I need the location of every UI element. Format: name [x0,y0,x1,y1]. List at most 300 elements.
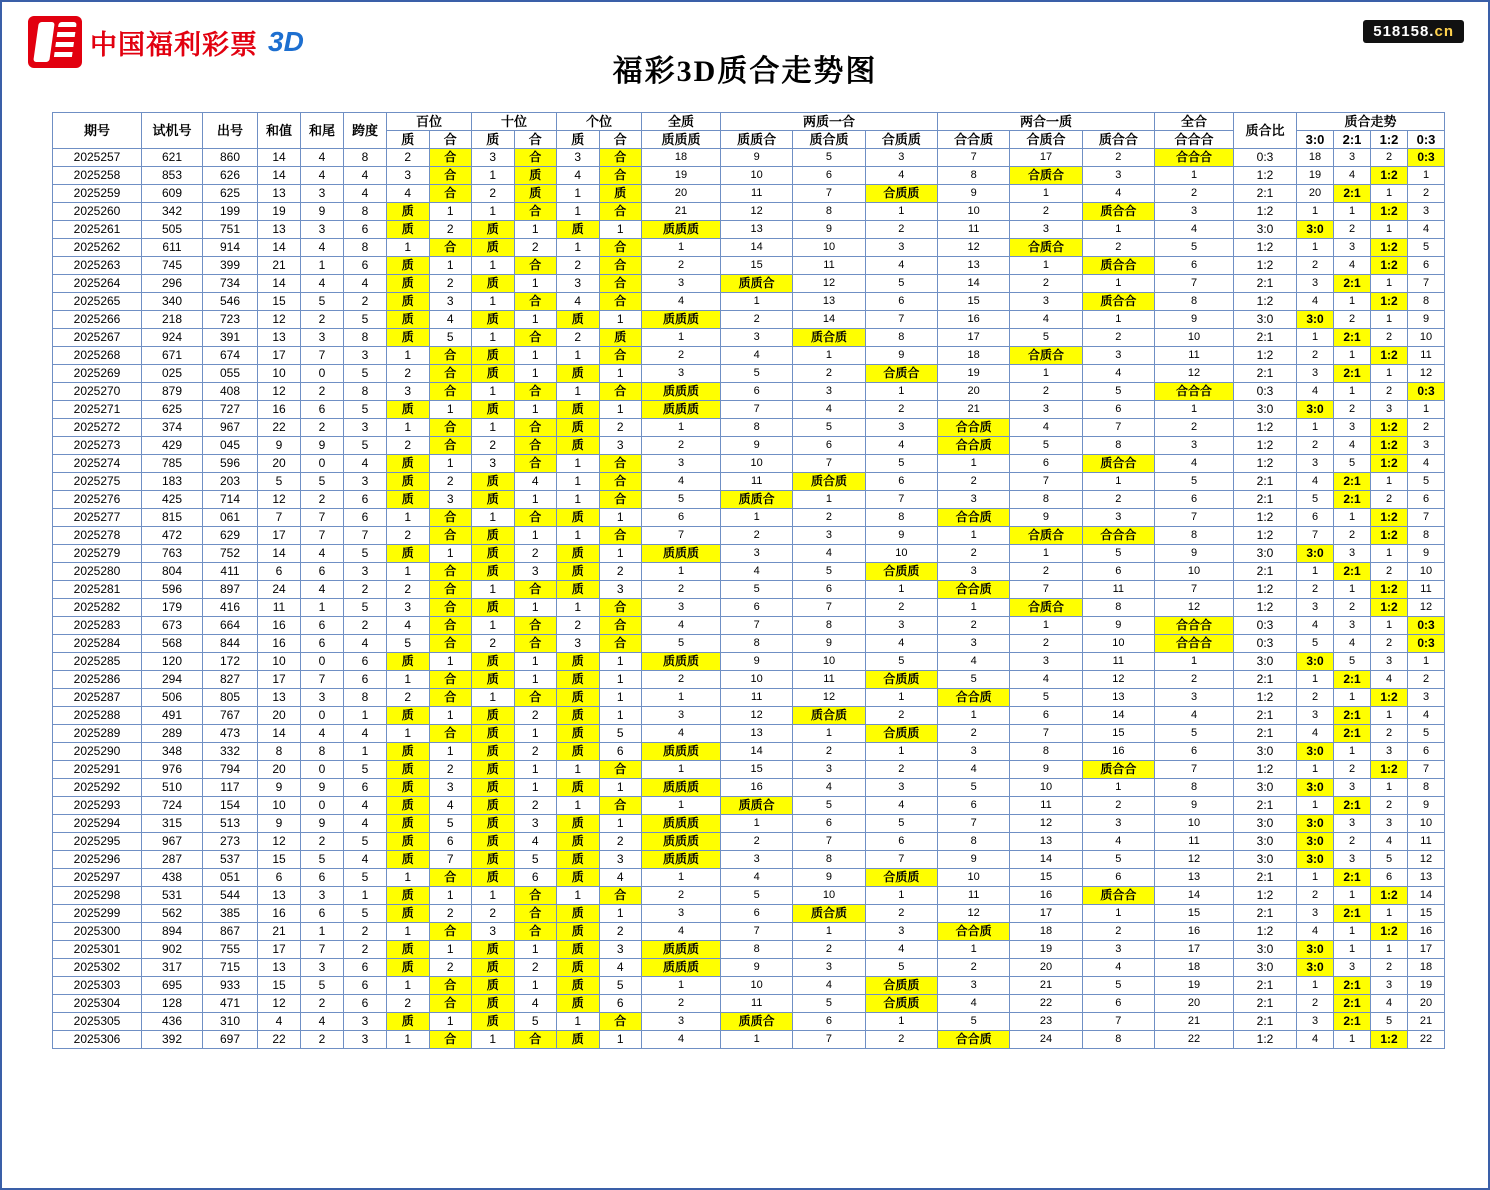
cell-bai-zhi: 质 [387,221,430,239]
cell-trend-0: 4 [1297,473,1334,491]
table-row[interactable] [53,473,1445,491]
cell-shi-zhi: 1 [472,167,515,185]
cell-kuadu: 5 [344,905,387,923]
cell-zhihebi: 2:1 [1234,671,1297,689]
cell-trend-0: 1 [1297,761,1334,779]
table-row[interactable] [53,167,1445,185]
cell-bai-he: 合 [429,365,472,383]
cell-trend-3: 11 [1408,833,1445,851]
cell-2he1zhi-1: 4 [1010,311,1082,329]
cell-trend-0: 18 [1297,149,1334,167]
cell-bai-he: 3 [429,491,472,509]
cell-chuhao: 045 [203,437,258,455]
table-row[interactable] [53,293,1445,311]
cell-2zhi1he-1: 1 [793,923,865,941]
cell-2he1zhi-2: 15 [1082,725,1154,743]
table-row[interactable] [53,995,1445,1013]
cell-shi-he: 2 [514,743,557,761]
cell-bai-he: 2 [429,959,472,977]
cell-2he1zhi-1: 5 [1010,437,1082,455]
cell-bai-he: 4 [429,311,472,329]
cell-chuhao: 727 [203,401,258,419]
cell-shi-he: 3 [514,563,557,581]
cell-shijihao: 025 [142,365,203,383]
table-row[interactable] [53,707,1445,725]
cell-ge-he: 5 [599,725,642,743]
table-row[interactable] [53,959,1445,977]
table-row[interactable] [53,635,1445,653]
table-row[interactable] [53,329,1445,347]
cell-shi-zhi: 质 [472,707,515,725]
cell-quanzhi: 6 [642,509,721,527]
cell-trend-0: 1 [1297,797,1334,815]
cell-hewei: 0 [301,365,344,383]
cell-quanzhi: 7 [642,527,721,545]
cell-2zhi1he-0: 6 [721,599,793,617]
cell-trend-1: 3 [1334,545,1371,563]
cell-quanhe: 3 [1155,437,1234,455]
cell-2zhi1he-0: 9 [721,959,793,977]
cell-ge-he: 3 [599,437,642,455]
table-row[interactable] [53,347,1445,365]
table-row[interactable] [53,365,1445,383]
cell-2he1zhi-1: 6 [1010,455,1082,473]
cell-2zhi1he-0: 8 [721,941,793,959]
cell-hezhi: 15 [258,851,301,869]
table-row[interactable] [53,527,1445,545]
cell-chuhao: 172 [203,653,258,671]
table-row[interactable] [53,149,1445,167]
cell-quanzhi: 质质质 [642,743,721,761]
cell-qihao: 2025298 [53,887,142,905]
cell-kuadu: 2 [344,923,387,941]
cell-trend-2: 1 [1371,473,1408,491]
table-row[interactable] [53,1013,1445,1031]
cell-2zhi1he-2: 8 [865,329,937,347]
cell-trend-0: 5 [1297,635,1334,653]
cell-shi-zhi: 1 [472,419,515,437]
cell-2zhi1he-2: 9 [865,347,937,365]
cell-shi-zhi: 质 [472,563,515,581]
cell-2zhi1he-0: 10 [721,455,793,473]
cell-2zhi1he-2: 1 [865,1013,937,1031]
cell-trend-3: 12 [1408,365,1445,383]
cell-trend-1: 5 [1334,653,1371,671]
cell-hezhi: 16 [258,905,301,923]
cell-ge-zhi: 质 [557,869,600,887]
cell-2zhi1he-2: 6 [865,833,937,851]
cell-bai-zhi: 1 [387,923,430,941]
cell-hezhi: 9 [258,437,301,455]
cell-shi-zhi: 1 [472,293,515,311]
cell-shijihao: 763 [142,545,203,563]
cell-2he1zhi-1: 14 [1010,851,1082,869]
cell-2he1zhi-2: 7 [1082,1013,1154,1031]
cell-2zhi1he-2: 2 [865,401,937,419]
cell-ge-zhi: 1 [557,491,600,509]
cell-trend-3: 20 [1408,995,1445,1013]
cell-quanhe: 12 [1155,599,1234,617]
cell-trend-1: 3 [1334,851,1371,869]
cell-2zhi1he-0: 2 [721,833,793,851]
cell-trend-2: 4 [1371,671,1408,689]
cell-2he1zhi-2: 12 [1082,671,1154,689]
cell-2he1zhi-1: 2 [1010,635,1082,653]
cell-qihao: 2025267 [53,329,142,347]
cell-2he1zhi-0: 21 [938,401,1010,419]
cell-ge-zhi: 质 [557,221,600,239]
cell-hewei: 0 [301,455,344,473]
cell-2he1zhi-1: 17 [1010,905,1082,923]
th-hezhihe: 合质合 [1010,131,1082,149]
cell-hezhi: 14 [258,167,301,185]
cell-qihao: 2025259 [53,185,142,203]
cell-2zhi1he-2: 合质质 [865,185,937,203]
cell-shi-he: 合 [514,203,557,221]
cell-trend-1: 2:1 [1334,977,1371,995]
cell-2he1zhi-1: 1 [1010,365,1082,383]
cell-quanhe: 10 [1155,563,1234,581]
cell-trend-2: 1 [1371,779,1408,797]
cell-shi-he: 合 [514,1031,557,1049]
cell-2zhi1he-0: 12 [721,203,793,221]
cell-2zhi1he-2: 3 [865,419,937,437]
cell-bai-he: 1 [429,203,472,221]
table-row[interactable] [53,761,1445,779]
cell-qihao: 2025282 [53,599,142,617]
cell-qihao: 2025299 [53,905,142,923]
cell-hezhi: 12 [258,311,301,329]
cell-shijihao: 853 [142,167,203,185]
cell-2he1zhi-0: 5 [938,671,1010,689]
table-row[interactable] [53,563,1445,581]
cell-zhihebi: 3:0 [1234,779,1297,797]
cell-2zhi1he-2: 2 [865,1031,937,1049]
cell-quanzhi: 5 [642,491,721,509]
cell-2zhi1he-1: 质合质 [793,707,865,725]
table-row[interactable] [53,851,1445,869]
cell-trend-1: 2:1 [1334,329,1371,347]
cell-ge-zhi: 3 [557,149,600,167]
cell-trend-1: 1 [1334,743,1371,761]
table-row[interactable] [53,455,1445,473]
site-badge-domain: 518158. [1373,23,1435,40]
cell-kuadu: 5 [344,869,387,887]
cell-ge-zhi: 质 [557,419,600,437]
table-row[interactable] [53,671,1445,689]
table-row[interactable] [53,725,1445,743]
cell-kuadu: 6 [344,653,387,671]
cell-trend-1: 2 [1334,401,1371,419]
cell-hezhi: 10 [258,653,301,671]
cell-chuhao: 897 [203,581,258,599]
cell-bai-he: 合 [429,635,472,653]
cell-2zhi1he-2: 1 [865,689,937,707]
cell-2he1zhi-0: 1 [938,455,1010,473]
cell-hewei: 9 [301,203,344,221]
th-trend-30: 3:0 [1297,131,1334,149]
cell-2he1zhi-1: 5 [1010,329,1082,347]
cell-ge-he: 1 [599,221,642,239]
cell-2zhi1he-2: 2 [865,761,937,779]
cell-2zhi1he-0: 11 [721,689,793,707]
cell-quanhe: 7 [1155,761,1234,779]
cell-trend-0: 7 [1297,527,1334,545]
cell-bai-zhi: 质 [387,653,430,671]
table-row[interactable] [53,509,1445,527]
cell-shi-zhi: 质 [472,761,515,779]
cell-shi-zhi: 2 [472,905,515,923]
cell-2he1zhi-2: 16 [1082,743,1154,761]
cell-zhihebi: 1:2 [1234,257,1297,275]
cell-2he1zhi-2: 质合合 [1082,293,1154,311]
cell-ge-zhi: 质 [557,563,600,581]
cell-quanzhi: 质质质 [642,851,721,869]
cell-trend-1: 2 [1334,761,1371,779]
th-shijihao: 试机号 [142,113,203,149]
cell-shi-he: 合 [514,455,557,473]
cell-qihao: 2025303 [53,977,142,995]
cell-trend-3: 8 [1408,779,1445,797]
table-row[interactable] [53,221,1445,239]
cell-zhihebi: 2:1 [1234,977,1297,995]
cell-trend-1: 3 [1334,617,1371,635]
cell-trend-2: 1 [1371,707,1408,725]
table-row[interactable] [53,617,1445,635]
cell-qihao: 2025296 [53,851,142,869]
table-row[interactable] [53,653,1445,671]
cell-kuadu: 5 [344,833,387,851]
th-gewei: 个位 [557,113,642,131]
cell-qihao: 2025285 [53,653,142,671]
cell-trend-0: 1 [1297,977,1334,995]
cell-kuadu: 1 [344,707,387,725]
cell-zhihebi: 2:1 [1234,869,1297,887]
cell-hewei: 6 [301,617,344,635]
cell-hezhi: 10 [258,365,301,383]
table-row[interactable] [53,437,1445,455]
cell-quanhe: 6 [1155,743,1234,761]
cell-ge-zhi: 质 [557,743,600,761]
cell-trend-0: 3:0 [1297,743,1334,761]
cell-ge-zhi: 质 [557,401,600,419]
cell-2zhi1he-1: 5 [793,149,865,167]
th-bai-he: 合 [429,131,472,149]
cell-2zhi1he-2: 1 [865,887,937,905]
table-row[interactable] [53,545,1445,563]
cell-bai-he: 1 [429,887,472,905]
cell-hewei: 6 [301,635,344,653]
table-row[interactable] [53,599,1445,617]
cell-ge-he: 1 [599,815,642,833]
cell-quanzhi: 质质质 [642,545,721,563]
table-row[interactable] [53,689,1445,707]
cell-chuhao: 596 [203,455,258,473]
cell-2zhi1he-1: 8 [793,851,865,869]
cell-chuhao: 546 [203,293,258,311]
cell-shi-zhi: 质 [472,491,515,509]
cell-ge-zhi: 质 [557,995,600,1013]
cell-ge-zhi: 4 [557,167,600,185]
cell-trend-1: 1 [1334,941,1371,959]
cell-2zhi1he-0: 1 [721,1031,793,1049]
cell-ge-zhi: 1 [557,761,600,779]
cell-2zhi1he-0: 13 [721,725,793,743]
cell-2he1zhi-2: 1 [1082,221,1154,239]
cell-shi-zhi: 质 [472,311,515,329]
table-row[interactable] [53,1031,1445,1049]
cell-2he1zhi-1: 9 [1010,509,1082,527]
cell-shi-he: 1 [514,221,557,239]
table-row[interactable] [53,923,1445,941]
cell-trend-2: 2 [1371,383,1408,401]
cell-trend-2: 1:2 [1371,581,1408,599]
cell-2he1zhi-2: 5 [1082,383,1154,401]
cell-hezhi: 17 [258,671,301,689]
cell-hezhi: 12 [258,995,301,1013]
cell-trend-2: 2 [1371,797,1408,815]
cell-2he1zhi-0: 16 [938,311,1010,329]
cell-2he1zhi-0: 合合质 [938,581,1010,599]
cell-qihao: 2025257 [53,149,142,167]
th-zhihehe: 质合合 [1082,131,1154,149]
cell-quanhe: 7 [1155,275,1234,293]
table-row[interactable] [53,581,1445,599]
cell-quanhe: 1 [1155,167,1234,185]
cell-quanzhi: 3 [642,455,721,473]
cell-trend-0: 20 [1297,185,1334,203]
th-quanzhi: 全质 [642,113,721,131]
cell-trend-1: 2:1 [1334,473,1371,491]
cell-2he1zhi-0: 15 [938,293,1010,311]
cell-2he1zhi-2: 质合合 [1082,887,1154,905]
cell-shijihao: 611 [142,239,203,257]
cell-2zhi1he-2: 6 [865,473,937,491]
table-row[interactable] [53,833,1445,851]
cell-trend-2: 1:2 [1371,419,1408,437]
cell-shi-zhi: 1 [472,203,515,221]
cell-quanzhi: 4 [642,1031,721,1049]
cell-trend-2: 3 [1371,653,1408,671]
table-row[interactable] [53,257,1445,275]
cell-kuadu: 4 [344,851,387,869]
cell-2zhi1he-2: 3 [865,779,937,797]
table-row[interactable] [53,797,1445,815]
th-chuhao: 出号 [203,113,258,149]
cell-shi-he: 4 [514,473,557,491]
cell-2he1zhi-1: 10 [1010,779,1082,797]
cell-shijihao: 392 [142,1031,203,1049]
cell-hezhi: 19 [258,203,301,221]
cell-chuhao: 715 [203,959,258,977]
cell-shi-he: 2 [514,545,557,563]
cell-hezhi: 14 [258,239,301,257]
table-row[interactable] [53,941,1445,959]
cell-shijihao: 562 [142,905,203,923]
table-row[interactable] [53,905,1445,923]
table-row[interactable] [53,401,1445,419]
cell-shi-zhi: 质 [472,401,515,419]
cell-hewei: 2 [301,833,344,851]
table-row[interactable] [53,815,1445,833]
cell-2he1zhi-2: 6 [1082,995,1154,1013]
cell-trend-3: 21 [1408,1013,1445,1031]
trend-table-wrap [52,112,1445,1049]
cell-qihao: 2025278 [53,527,142,545]
cell-ge-he: 合 [599,167,642,185]
table-row[interactable] [53,383,1445,401]
cell-hezhi: 16 [258,635,301,653]
cell-hezhi: 5 [258,473,301,491]
cell-zhihebi: 1:2 [1234,455,1297,473]
cell-shi-he: 6 [514,869,557,887]
cell-zhihebi: 1:2 [1234,599,1297,617]
table-row[interactable] [53,779,1445,797]
cell-bai-he: 合 [429,527,472,545]
cell-zhihebi: 1:2 [1234,689,1297,707]
cell-shijihao: 505 [142,221,203,239]
cell-shijihao: 609 [142,185,203,203]
cell-2he1zhi-2: 7 [1082,419,1154,437]
cell-bai-he: 合 [429,581,472,599]
cell-2he1zhi-1: 8 [1010,743,1082,761]
table-row[interactable] [53,203,1445,221]
cell-trend-0: 4 [1297,725,1334,743]
cell-2he1zhi-0: 3 [938,743,1010,761]
table-row[interactable] [53,419,1445,437]
cell-2he1zhi-0: 8 [938,833,1010,851]
cell-trend-1: 3 [1334,779,1371,797]
cell-qihao: 2025287 [53,689,142,707]
table-row[interactable] [53,311,1445,329]
table-row[interactable] [53,743,1445,761]
table-row[interactable] [53,869,1445,887]
cell-trend-2: 1 [1371,545,1408,563]
table-row[interactable] [53,977,1445,995]
cell-trend-2: 2 [1371,491,1408,509]
cell-zhihebi: 0:3 [1234,635,1297,653]
cell-trend-3: 9 [1408,311,1445,329]
cell-quanhe: 合合合 [1155,383,1234,401]
cell-hewei: 8 [301,743,344,761]
cell-quanzhi: 1 [642,977,721,995]
cell-ge-he: 合 [599,527,642,545]
cell-2he1zhi-1: 合质合 [1010,167,1082,185]
cell-2he1zhi-0: 9 [938,851,1010,869]
cell-quanhe: 合合合 [1155,635,1234,653]
cell-2he1zhi-2: 5 [1082,545,1154,563]
cell-bai-he: 合 [429,599,472,617]
table-row[interactable] [53,275,1445,293]
cell-2he1zhi-0: 合合质 [938,1031,1010,1049]
cell-trend-1: 2 [1334,833,1371,851]
cell-2zhi1he-0: 8 [721,635,793,653]
table-row[interactable] [53,239,1445,257]
cell-2he1zhi-0: 1 [938,527,1010,545]
table-row[interactable] [53,491,1445,509]
table-row[interactable] [53,887,1445,905]
table-row[interactable] [53,185,1445,203]
cell-trend-0: 2 [1297,347,1334,365]
cell-2zhi1he-1: 7 [793,455,865,473]
cell-trend-2: 3 [1371,815,1408,833]
cell-shijihao: 128 [142,995,203,1013]
cell-hewei: 1 [301,257,344,275]
cell-hewei: 0 [301,653,344,671]
cell-trend-0: 4 [1297,1031,1334,1049]
cell-zhihebi: 3:0 [1234,221,1297,239]
cell-2zhi1he-0: 10 [721,671,793,689]
